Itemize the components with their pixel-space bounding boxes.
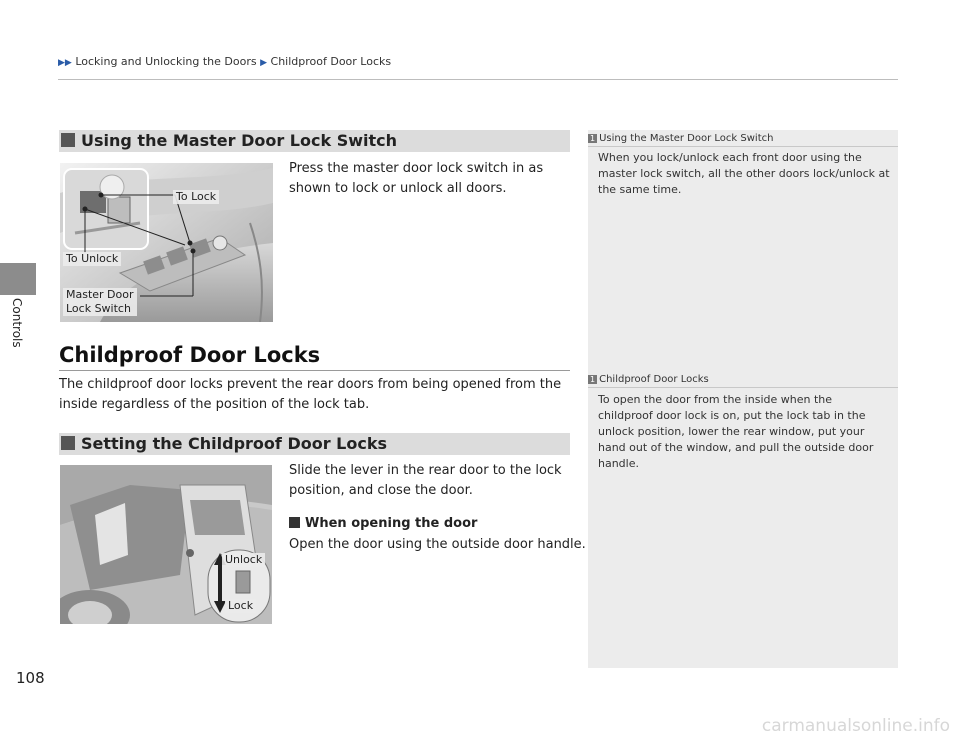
breadcrumb [58, 55, 391, 68]
note-text-master-switch: When you lock/unlock each front door using the master lock switch, all the other doors lock/unlock at the same time. [598, 151, 890, 196]
note-title-master-switch: 1 Using the Master Door Lock Switch [590, 133, 774, 144]
opening-door-body: Open the door using the outside door handle. [289, 537, 586, 552]
callout-to-unlock: To Unlock [63, 252, 121, 266]
header-divider [58, 79, 898, 80]
master-switch-figure [60, 163, 273, 322]
callout-lock: Lock [225, 599, 256, 613]
section-square-icon [61, 133, 75, 147]
breadcrumb-current: Childproof Door Locks [270, 55, 392, 68]
setting-childproof-body: Slide the lever in the rear door to the lock position, and close the door. [289, 463, 562, 498]
note-divider [588, 146, 898, 147]
section-heading-setting-childproof: Setting the Childproof Door Locks [81, 434, 388, 453]
breadcrumb-link-locking[interactable]: Locking and Unlocking the Doors [75, 55, 257, 68]
note-title-childproof: 1 Childproof Door Locks [590, 374, 709, 385]
note-divider [588, 387, 898, 388]
subheading-square-icon [289, 517, 300, 528]
section-heading-bar [59, 130, 570, 152]
heading-underline [59, 370, 570, 371]
section-heading-bar [59, 433, 570, 455]
section-square-icon [61, 436, 75, 450]
breadcrumb-arrow-icon: ▶▶ [58, 58, 72, 68]
watermark-text: carmanualsonline.info [761, 716, 950, 736]
master-switch-body: Press the master door lock switch in as shown to lock or unlock all doors. [289, 161, 544, 196]
callout-to-lock: To Lock [173, 190, 219, 204]
section-heading-master-switch: Using the Master Door Lock Switch [81, 131, 397, 150]
section-tab-marker [0, 263, 36, 295]
section-tab-label: Controls [10, 298, 24, 348]
callout-unlock: Unlock [222, 553, 265, 567]
childproof-intro: The childproof door locks prevent the rear doors from being opened from the inside regardless of the position of the lock tab. [59, 377, 562, 412]
note-text-childproof: To open the door from the inside when the childproof door lock is on, put the lock tab in the unlock position, lower the rear window, put your hand out of the window, and pull the outside door handle. [598, 393, 874, 470]
callout-master-switch: Master Door Lock Switch [63, 288, 137, 316]
subheading-when-opening: When opening the door [289, 516, 477, 531]
childproof-figure [60, 465, 272, 624]
page-number: 108 [16, 669, 45, 687]
page-heading-childproof: Childproof Door Locks [59, 343, 321, 367]
breadcrumb-arrow-icon: ▶ [260, 58, 268, 68]
